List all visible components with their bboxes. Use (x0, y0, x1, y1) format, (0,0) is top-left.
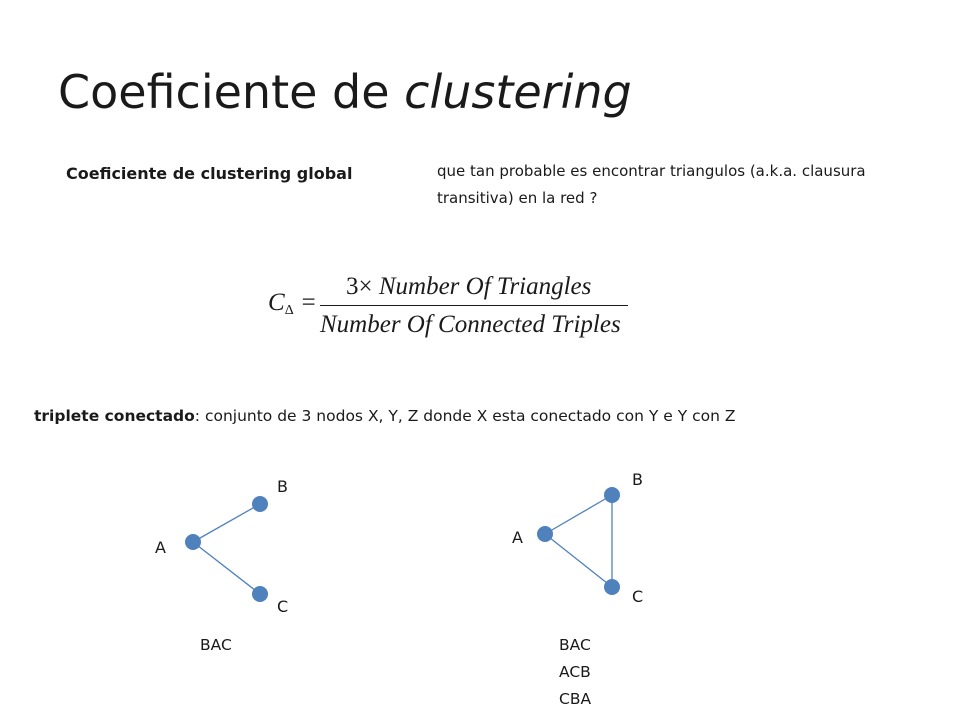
definition-body: : conjunto de 3 nodos X, Y, Z donde X esta conectado con Y e Y con Z (194, 407, 736, 425)
node-a (185, 534, 201, 550)
formula-subscript: Δ (284, 303, 294, 318)
formula-equals: = (299, 289, 317, 316)
formula-factor: 3× (346, 273, 373, 300)
open-node-label-b: B (277, 477, 288, 496)
node-c (604, 579, 620, 595)
open-triple-graph (185, 496, 268, 602)
triangle-node-label-a: A (512, 528, 523, 547)
triangle-graph (537, 487, 620, 595)
edge-a-b (545, 495, 612, 534)
node-b (604, 487, 620, 503)
definition-term: triplete conectado (34, 407, 195, 425)
open-node-label-a: A (155, 538, 166, 557)
node-b (252, 496, 268, 512)
triangle-node-label-c: C (632, 587, 644, 606)
edge-a-b (193, 504, 260, 542)
triple-item: BAC (559, 636, 591, 654)
title-main: Coeficiente de (58, 65, 405, 119)
formula-numerator-text: Number Of Triangles (378, 273, 592, 300)
triangle-triple-list (559, 632, 591, 713)
node-c (252, 586, 268, 602)
formula-denominator: Number Of Connected Triples (320, 311, 621, 338)
edge-a-c (193, 542, 260, 594)
section-subtitle: Coeficiente de clustering global (66, 164, 353, 183)
triple-item: BAC (200, 636, 232, 654)
node-a (537, 526, 553, 542)
title-emphasis: clustering (404, 65, 632, 119)
open-node-label-c: C (277, 597, 289, 616)
open-triple-list (200, 632, 232, 659)
triple-item: ACB (559, 663, 591, 681)
edge-a-c (545, 534, 612, 587)
triangle-node-label-b: B (632, 470, 643, 489)
question-text: que tan probable es encontrar triangulos (a.k.a. clausura transitiva) en la red ? (437, 162, 866, 207)
formula-symbol: C (268, 289, 285, 316)
triple-item: CBA (559, 690, 592, 708)
